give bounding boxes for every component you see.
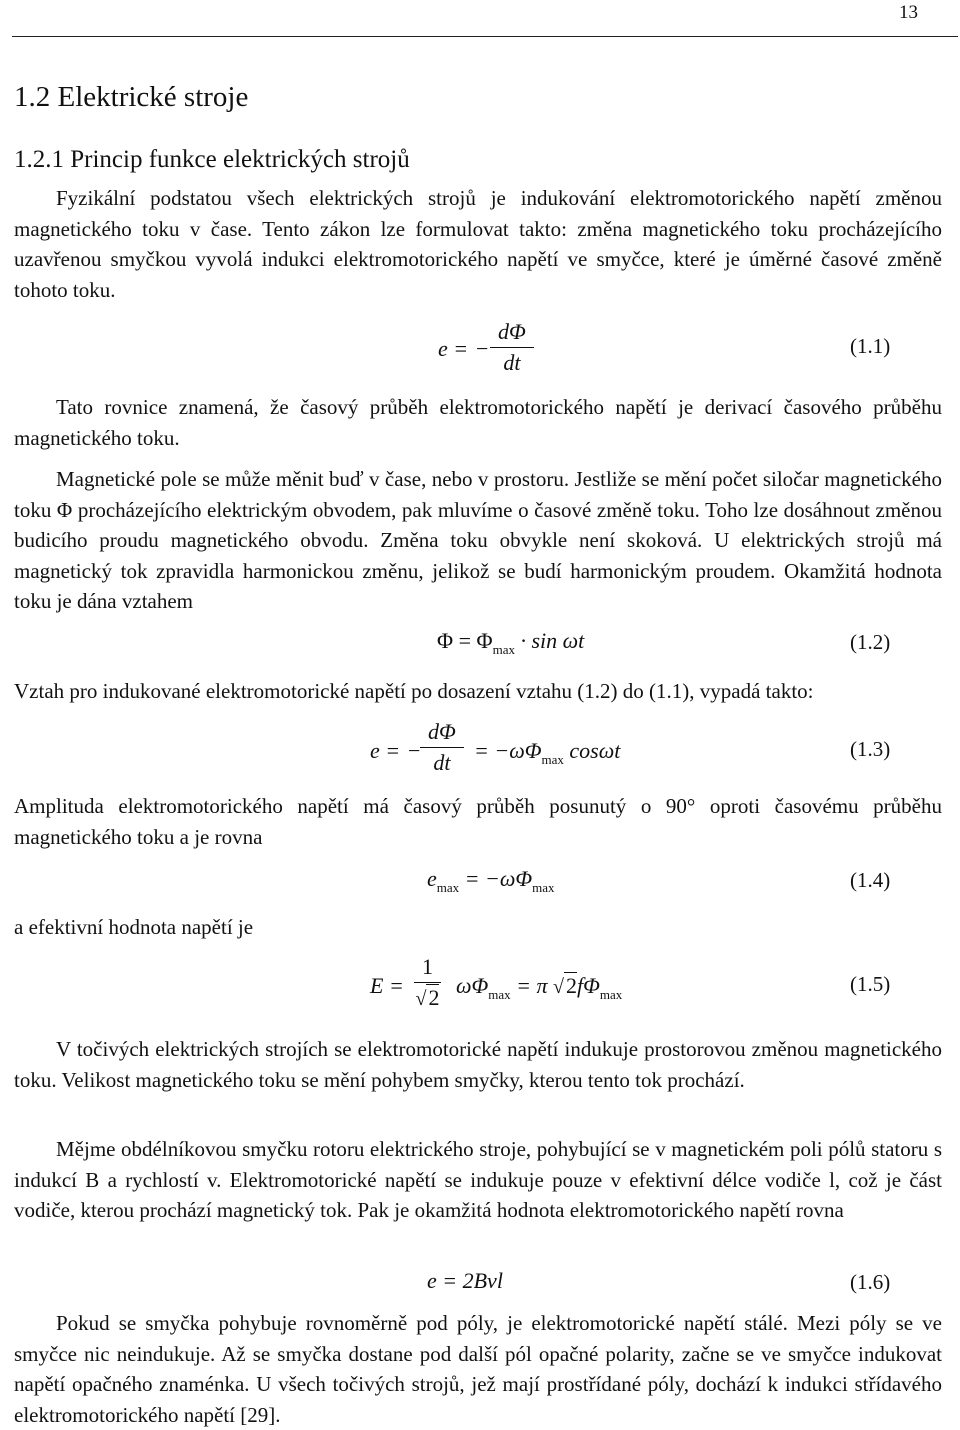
eq1-lhs: e =	[438, 336, 469, 361]
paragraph-magnetic-field: Magnetické pole se může měnit buď v čase, nebo v prostoru. Jestliže se mění počet siločar magnetického toku Φ procházejícího elektrickým obvodem, pak mluvíme o časové změně toku. Toho lze dosáhnout změnou budicího proudu magnetického obvodu. Změna toku obvykle není skoková. U elektrických strojů má magnetický tok zpravidla harmonickou změnu, jelikož se budí harmonickým proudem. Okamžitá hodnota toku je dána vztahem	[14, 467, 942, 613]
eq5-subscript-1: max	[488, 987, 511, 1002]
eq5-denominator: √2	[415, 985, 440, 1010]
equation-number-1-2: (1.2)	[850, 630, 891, 654]
eq3-lhs: e =	[370, 738, 401, 763]
eq3-fraction	[420, 717, 464, 778]
eq2-subscript: max	[492, 642, 515, 657]
equation-1-6: e = 2Bvl	[427, 1268, 503, 1293]
paragraph-amplitude: Amplituda elektromotorického napětí má časový průběh posunutý o 90° oproti časovému průběhu magnetického toku a je rovna	[14, 794, 942, 849]
eq3-rhs: cosωt	[569, 738, 621, 763]
eq5-lhs: E =	[370, 973, 404, 998]
paragraph-rotating-machines: V točivých elektrických strojích se elektromotorické napětí indukuje prostorovou změnou magnetického toku. Velikost magnetického toku se mění pohybem smyčky, kterou tento tok prochází.	[14, 1037, 942, 1092]
equation-number-1-6: (1.6)	[850, 1270, 891, 1294]
eq3-denominator: dt	[433, 750, 451, 775]
equation-number-1-5: (1.5)	[850, 972, 891, 996]
eq5-root: 2	[566, 973, 578, 998]
eq4-middle: = −ωΦ	[464, 866, 533, 891]
paragraph-poles: Pokud se smyčka pohybuje rovnoměrně pod póly, je elektromotorické napětí stálé. Mezi póly se ve smyčce nic neindukuje. Až se smyčka dostane pod další pól opačné polarity, začne se ve smyčce indukovat napětí opačného znaménka. U všech točivých strojů, jež mají prostřídané póly, dochází k indukci střídavého elektromotorického napětí [29].	[14, 1311, 942, 1427]
eq1-minus: −	[476, 336, 489, 361]
eq4-subscript-2: max	[532, 880, 555, 895]
eq5-middle: ωΦ	[456, 973, 489, 998]
eq3-middle: = −ωΦ	[474, 738, 542, 763]
equation-number-1-1: (1.1)	[850, 334, 891, 358]
equation-1-2	[437, 628, 585, 657]
eq5-subscript-2: max	[599, 987, 623, 1002]
eq1-denominator: dt	[503, 350, 521, 375]
paragraph-substitution: Vztah pro indukované elektromotorické napětí po dosazení vztahu (1.2) do (1.1), vypadá takto:	[14, 679, 814, 703]
eq5-denominator-radicand: 2	[428, 985, 440, 1010]
eq1-numerator: dΦ	[490, 317, 534, 348]
eq2-lhs: Φ = Φ	[437, 628, 493, 653]
paragraph-intro: Fyzikální podstatou všech elektrických strojů je indukování elektromotorického napětí změnou magnetického toku v čase. Tento zákon lze formulovat takto: změna magnetického toku procházejícího uzavřenou smyčkou vyvolá indukci elektromotorického napětí ve smyčce, které je úměrné časové změně tohoto toku.	[14, 186, 942, 302]
eq3-subscript: max	[541, 752, 564, 767]
eq2-rhs: · sin ωt	[520, 628, 585, 653]
eq5-f-phi: fΦ	[577, 973, 600, 998]
eq5-pi: = π	[516, 973, 548, 998]
paragraph-rotor-loop: Mějme obdélníkovou smyčku rotoru elektrického stroje, pohybující se v magnetickém poli pólů statoru s indukcí B a rychlostí v. Elektromotorické napětí se indukuje pouze v efektivní délce vodiče l, což je část vodiče, kterou prochází magnetický tok. Pak je okamžitá hodnota elektromotorického napětí rovna	[14, 1137, 942, 1222]
eq4-subscript-1: max	[436, 880, 460, 895]
eq5-numerator: 1	[414, 952, 441, 983]
paragraph-effective-value: a efektivní hodnota napětí je	[14, 915, 254, 939]
equation-1-4	[427, 866, 555, 895]
equation-number-1-3: (1.3)	[850, 737, 891, 761]
eq4-lhs: e	[427, 866, 437, 891]
eq3-minus: −	[408, 738, 421, 763]
eq1-fraction	[490, 317, 534, 378]
header-rule	[12, 36, 958, 37]
paragraph-derivative: Tato rovnice znamená, že časový průběh elektromotorického napětí je derivací časového průběhu magnetického toku.	[14, 395, 942, 450]
eq5-fraction	[414, 952, 441, 1014]
eq3-numerator: dΦ	[420, 717, 464, 748]
section-heading: 1.2 Elektrické stroje	[14, 81, 249, 113]
equation-number-1-4: (1.4)	[850, 868, 891, 892]
page-number: 13	[899, 2, 918, 23]
subsection-heading: 1.2.1 Princip funkce elektrických strojů	[14, 146, 410, 173]
